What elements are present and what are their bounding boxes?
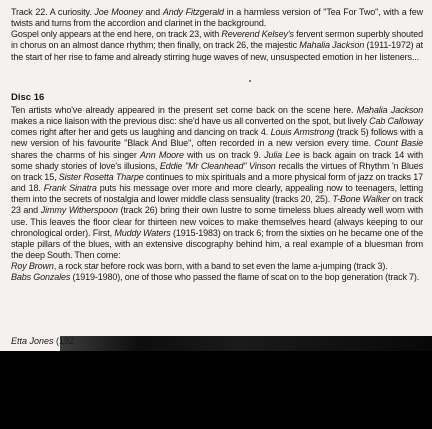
intro-text (11, 7, 423, 63)
text-run: makes a nice liaison with the previous disc: she'd have us all converted on the spot, but lively (11, 116, 370, 127)
blank-area (0, 351, 432, 429)
artist-name: Eddie "Mr Cleanhead" Vinson (159, 160, 276, 171)
text-run: Track 22. A curiosity. (11, 7, 95, 17)
artist-name: T-Bone Walker (332, 194, 390, 205)
artist-name: Louis Armstrong (270, 127, 335, 138)
artist-name: Mahalia Jackson (356, 105, 423, 115)
text-run: continues to mix spirituals and a more physical form of jazz on tracks 17 and 18. (11, 171, 423, 194)
text-run: shares the charms of his singer (11, 149, 140, 160)
text-run: in a harmless version of "Tea For Two", with a few twists and turns from the accordion and clarinet in the background. (11, 7, 423, 29)
paragraph-disc-16 (11, 105, 423, 261)
artist-name: Andy Fitzgerald (162, 7, 224, 17)
text-run: (192 (53, 336, 75, 346)
artist-name: Count Basie (374, 138, 423, 149)
text-run: recalls the virtues of Rhythm 'n Blues on track 15, (11, 160, 423, 182)
artist-name: Mahalia Jackson (299, 40, 365, 51)
text-run: on track 23 and (11, 194, 423, 216)
text-run: (1915-1983) on track 6; from the sixties on he became one of the staple pillars of the blues, with an extensive discography behind him, a real example of a bluesman from the deep South. Then come: (11, 227, 423, 261)
text-run: (1919-1980), one of those who passed the flame of scat on to the bop generation (track 7). (70, 272, 420, 283)
paragraph-track-22 (11, 7, 423, 29)
artist-entry-cut (11, 336, 74, 347)
decorative-dot (249, 80, 251, 82)
artist-name: Julia Lee (264, 149, 300, 160)
artist-name: Reverend Kelsey's (221, 29, 294, 40)
text-run: puts his message over more and more clearly, appealing now to teenagers, letting them into the secrets of nostalgia and lower middle class sensuality (tracks 20, 25). (11, 183, 424, 205)
disc-16-text (11, 105, 423, 284)
artist-name: Ann Moore (140, 149, 184, 160)
text-run: (1911-1972) at the start of her rise to fame and already stirring huge waves of new, unsuspected emotion in her listeners... (11, 40, 423, 62)
text-run: Ten artists who've already appeared in the present set come back on the scene here. (11, 105, 357, 115)
artist-name: Sister Rosetta Tharpe (58, 171, 144, 182)
text-run: (track 26) bring their own lustre to some timeless blues already well worn with use. This leaves the floor clear for thirteen new voices to make themselves heard (always keeping to our chronological order). First, (11, 205, 423, 238)
artist-name: Etta Jones (11, 336, 54, 346)
text-run: (track 5) follows with a new version of his favourite "Black And Blue", often recorded in a new version every time. (11, 127, 423, 149)
artist-entry (11, 272, 423, 283)
artist-name: Cab Calloway (369, 116, 424, 127)
artist-entry (11, 261, 423, 272)
artist-name: Frank Sinatra (43, 183, 97, 194)
text-run: , a rock star before rock was born, with a band to set even the lame a-jumping (track 3). (53, 261, 388, 272)
text-run: fervent sermon superbly shouted in chorus on an almost dance rhythm; then finally, on track 26, the majestic (11, 29, 423, 51)
artist-name: Jimmy Witherspoon (40, 205, 118, 216)
text-run: comes right after her and gets us laughing and dancing on track 4. (11, 127, 271, 138)
artist-name: Joe Mooney (94, 7, 143, 17)
text-run: with us on track 9. (183, 149, 265, 160)
text-run: is back again on track 14 with some shady stories of love's illusions, (11, 149, 423, 171)
section-heading: Disc 16 (11, 92, 45, 103)
paragraph-gospel (11, 29, 423, 62)
text-run: Gospel only appears at the end here, on track 23, with (11, 29, 222, 40)
artist-name: Babs Gonzales (11, 272, 71, 283)
artist-name: Muddy Waters (114, 227, 171, 238)
artist-name: Roy Brown (11, 261, 54, 272)
text-run: and (142, 7, 163, 17)
